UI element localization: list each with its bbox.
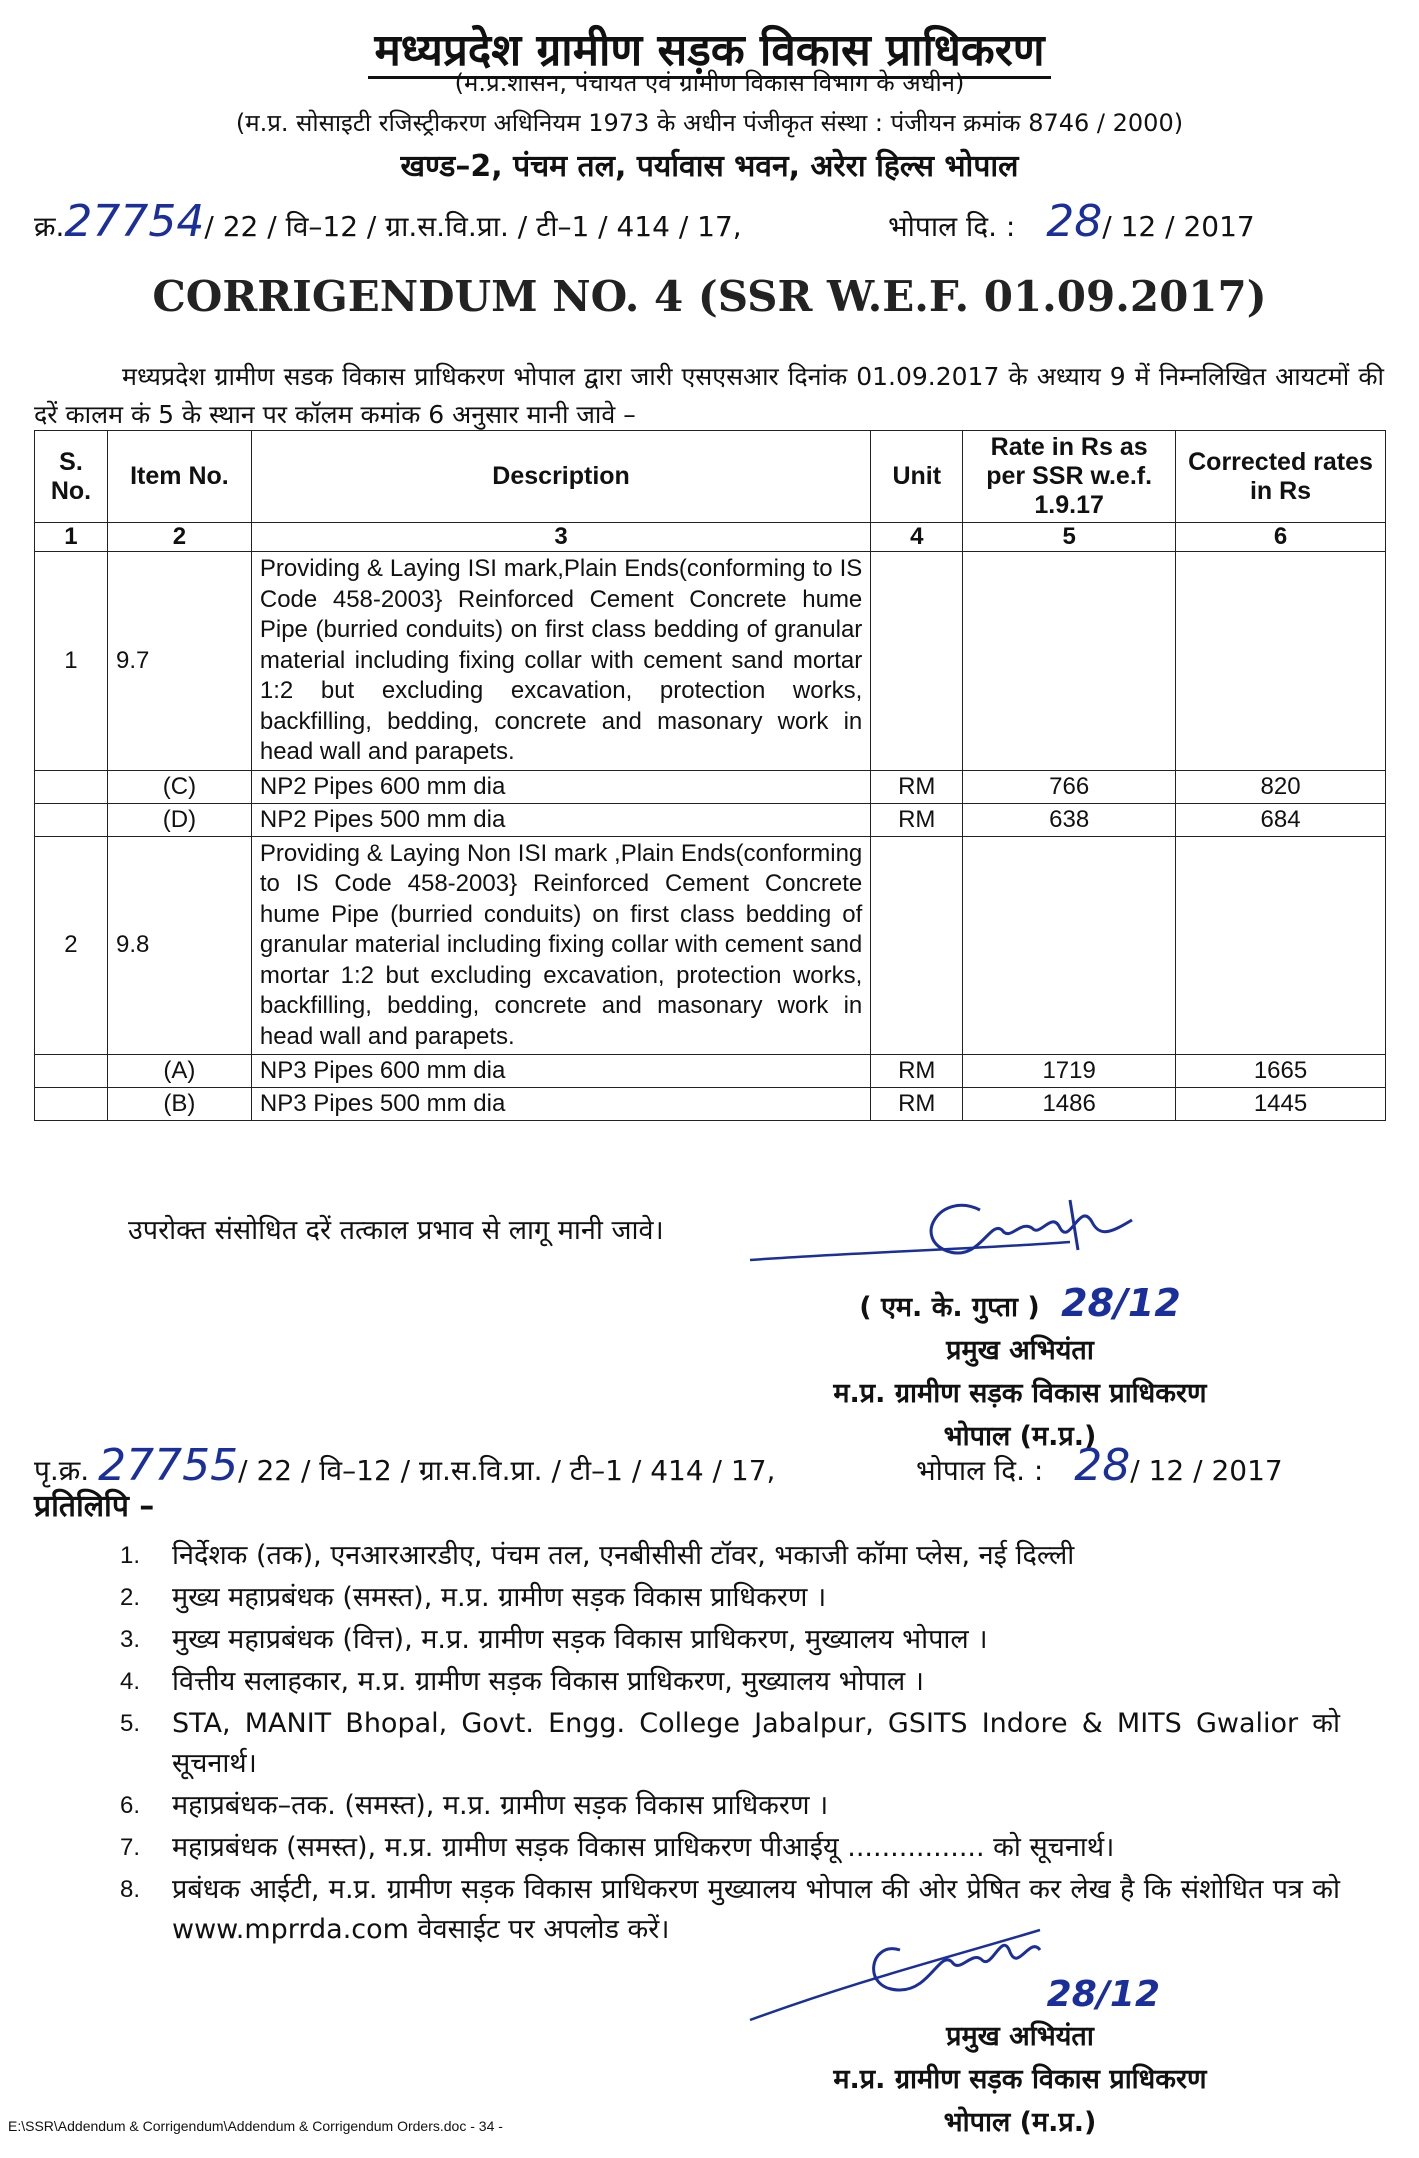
endorsement-day-handwritten: 28 (1074, 1440, 1131, 1491)
cell-description: NP2 Pipes 500 mm dia (251, 803, 870, 836)
list-item-text: वित्तीय सलाहकार, म.प्र. ग्रामीण सड़क विकास प्राधिकरण, मुख्यालय भोपाल । (172, 1666, 925, 1697)
list-item-text: निर्देशक (तक), एनआरआरडीए, पंचम तल, एनबीसीसी टॉवर, भकाजी कॉमा प्लेस, नई दिल्ली (172, 1540, 1075, 1571)
signatory-designation: प्रमुख अभियंता (946, 2021, 1094, 2052)
list-item-number: 1. (120, 1542, 141, 1569)
cell-description: NP3 Pipes 600 mm dia (251, 1055, 870, 1088)
cell-corrected: 1445 (1176, 1088, 1386, 1121)
signature-mark-1 (740, 1180, 1210, 1290)
list-item (120, 1704, 1340, 1784)
reference-day-handwritten: 28 (1046, 196, 1103, 247)
cell-description: NP2 Pipes 600 mm dia (251, 770, 870, 803)
footer-file-path: E:\SSR\Addendum & Corrigendum\Addendum & Corrigendum Orders.doc - 34 - (8, 2118, 503, 2134)
reference-line (34, 196, 742, 247)
org-name: मध्यप्रदेश ग्रामीण सड़क विकास प्राधिकरण (0, 18, 1419, 78)
cell-rate (963, 836, 1176, 1055)
col-number: 1 (35, 523, 108, 552)
signature-block-2 (760, 1975, 1280, 2144)
table-row (35, 836, 1386, 1055)
cell-rate: 1486 (963, 1088, 1176, 1121)
header-description: Description (251, 431, 870, 523)
header-rate: Rate in Rs as per SSR w.e.f. 1.9.17 (963, 431, 1176, 523)
list-item-number: 2. (120, 1584, 141, 1611)
reference-date (888, 196, 1255, 247)
list-item-number: 8. (120, 1876, 141, 1903)
reference-number-handwritten: 27754 (64, 196, 205, 247)
cell-sno (35, 803, 108, 836)
list-item-number: 7. (120, 1834, 141, 1861)
endorsement-month-year: / 12 / 2017 (1130, 1454, 1283, 1487)
header-item-no: Item No. (107, 431, 251, 523)
cell-sno: 1 (35, 552, 108, 771)
list-item-number: 6. (120, 1792, 141, 1819)
table-row (35, 1088, 1386, 1121)
cell-unit: RM (871, 803, 963, 836)
cell-description: NP3 Pipes 500 mm dia (251, 1088, 870, 1121)
cell-item-no: 9.7 (107, 552, 251, 771)
list-item (120, 1786, 1340, 1826)
intro-paragraph: मध्यप्रदेश ग्रामीण सडक विकास प्राधिकरण भोपाल द्वारा जारी एसएसआर दिनांक 01.09.2017 के अध्याय 9 में निम्नलिखित आयटमों की दरें कालम कं 5 के स्थान पर कॉलम कमांक 6 अनुसार मानी जावे – (34, 362, 1384, 429)
endorsement-number-handwritten: 27755 (98, 1440, 239, 1491)
cell-sno (35, 1088, 108, 1121)
cell-corrected (1176, 836, 1386, 1055)
cell-item-no: 9.8 (107, 836, 251, 1055)
copy-to-label: प्रतिलिपि – (34, 1489, 155, 1524)
col-number: 5 (963, 523, 1176, 552)
signatory-name-line (760, 1282, 1280, 1329)
table-header-row (35, 431, 1386, 523)
cell-sno (35, 770, 108, 803)
table-column-number-row (35, 523, 1386, 552)
cell-unit (871, 552, 963, 771)
cell-unit: RM (871, 1088, 963, 1121)
col-number: 6 (1176, 523, 1386, 552)
cell-corrected: 1665 (1176, 1055, 1386, 1088)
header-corrected: Corrected rates in Rs (1176, 431, 1386, 523)
header-unit: Unit (871, 431, 963, 523)
list-item-text: STA, MANIT Bhopal, Govt. Engg. College Jabalpur, GSITS Indore & MITS Gwalior को सूचनार्थ। (172, 1708, 1340, 1779)
table-row (35, 552, 1386, 771)
cell-sno (35, 1055, 108, 1088)
list-item (120, 1536, 1340, 1576)
list-item-text: महाप्रबंधक–तक. (समस्त), म.प्र. ग्रामीण सड़क विकास प्राधिकरण । (172, 1790, 829, 1821)
cell-description: Providing & Laying ISI mark,Plain Ends(conforming to IS Code 458-2003} Reinforced Cement Concrete hume Pipe (burried conduits) on first class bedding of granular material including fixing collar with cement sand mortar 1:2 but excluding excavation, protection works, backfilling, bedding, concrete and masonary work in head wall and parapets. (251, 552, 870, 771)
col-number: 4 (871, 523, 963, 552)
cell-rate (963, 552, 1176, 771)
table-row (35, 770, 1386, 803)
org-subtitle-1: (म.प्र.शासन, पंचायत एवं ग्रामीण विकास विभाग के अधीन) (454, 69, 965, 97)
reference-month-year: / 12 / 2017 (1102, 210, 1255, 243)
reference-prefix: क्र. (34, 210, 65, 243)
reference-text: / 22 / वि–12 / ग्रा.स.वि.प्रा. / टी–1 / 414 / 17, (204, 210, 742, 243)
cell-corrected: 820 (1176, 770, 1386, 803)
list-item-number: 5. (120, 1710, 141, 1737)
list-item (120, 1578, 1340, 1618)
copy-list (120, 1536, 1340, 1952)
list-item-number: 4. (120, 1668, 141, 1695)
list-item-text: मुख्य महाप्रबंधक (वित्त), म.प्र. ग्रामीण सड़क विकास प्राधिकरण, मुख्यालय भोपाल । (172, 1624, 988, 1655)
endorsement-prefix: पृ.क्र. (34, 1454, 90, 1487)
corrigendum-title: CORRIGENDUM NO. 4 (SSR W.E.F. 01.09.2017) (152, 272, 1267, 321)
list-item (120, 1662, 1340, 1702)
signatory-name: ( एम. के. गुप्ता ) (859, 1292, 1040, 1323)
cell-corrected: 684 (1176, 803, 1386, 836)
cell-description: Providing & Laying Non ISI mark ,Plain Ends(conforming to IS Code 458-2003} Reinforced Cement Concrete hume Pipe (burried conduits) on first class bedding of granular material including fixing collar with cement sand mortar 1:2 but excluding excavation, protection works, backfilling, bedding, concrete and masonary work in head wall and parapets. (251, 836, 870, 1055)
list-item-text: प्रबंधक आईटी, म.प्र. ग्रामीण सड़क विकास प्राधिकरण मुख्यालय भोपाल की ओर प्रेषित कर लेख है कि संशोधित पत्र को www.mprrda.com वेवसाईट पर अपलोड करें। (172, 1874, 1340, 1945)
endorsement-text: / 22 / वि–12 / ग्रा.स.वि.प्रा. / टी–1 / 414 / 17, (238, 1454, 776, 1487)
signatory-place: भोपाल (म.प्र.) (943, 2107, 1097, 2138)
cell-rate: 638 (963, 803, 1176, 836)
signature-2-date-handwritten: 28/12 (1046, 1974, 1160, 2015)
cell-sno: 2 (35, 836, 108, 1055)
col-number: 2 (107, 523, 251, 552)
signature-block-1 (760, 1282, 1280, 1458)
endorsement-date (916, 1440, 1283, 1491)
list-item-text: मुख्य महाप्रबंधक (समस्त), म.प्र. ग्रामीण सड़क विकास प्राधिकरण । (172, 1582, 827, 1613)
signatory-org: म.प्र. ग्रामीण सड़क विकास प्राधिकरण (833, 2064, 1207, 2095)
org-subtitle-2: (म.प्र. सोसाइटी रजिस्ट्रीकरण अधिनियम 1973 के अधीन पंजीकृत संस्था : पंजीयन क्रमांक 8746 / 2000) (235, 109, 1184, 137)
header-sno: S. No. (35, 431, 108, 523)
cell-corrected (1176, 552, 1386, 771)
rates-table (34, 430, 1386, 1121)
signatory-place: भोपाल (म.प्र.) (943, 1421, 1097, 1452)
cell-unit: RM (871, 1055, 963, 1088)
effect-note: उपरोक्त संसोधित दरें तत्काल प्रभाव से लागू मानी जावे। (128, 1215, 664, 1246)
reference-date-label: भोपाल दि. : (888, 210, 1016, 243)
cell-rate: 1719 (963, 1055, 1176, 1088)
cell-rate: 766 (963, 770, 1176, 803)
org-address: खण्ड–2, पंचम तल, पर्यावास भवन, अरेरा हिल्स भोपाल (400, 149, 1019, 184)
table-row (35, 803, 1386, 836)
cell-unit (871, 836, 963, 1055)
list-item (120, 1620, 1340, 1660)
list-item (120, 1828, 1340, 1868)
cell-item-code: (C) (107, 770, 251, 803)
list-item-number: 3. (120, 1626, 141, 1653)
signatory-designation: प्रमुख अभियंता (946, 1335, 1094, 1366)
signature-1-date-handwritten: 28/12 (1061, 1281, 1181, 1325)
cell-unit: RM (871, 770, 963, 803)
cell-item-code: (B) (107, 1088, 251, 1121)
cell-item-code: (A) (107, 1055, 251, 1088)
table-row (35, 1055, 1386, 1088)
col-number: 3 (251, 523, 870, 552)
endorsement-date-label: भोपाल दि. : (916, 1454, 1044, 1487)
cell-item-code: (D) (107, 803, 251, 836)
signatory-org: म.प्र. ग्रामीण सड़क विकास प्राधिकरण (833, 1378, 1207, 1409)
list-item-text: महाप्रबंधक (समस्त), म.प्र. ग्रामीण सड़क विकास प्राधिकरण पीआईयू ................ को सूचनार्थ। (172, 1832, 1115, 1863)
